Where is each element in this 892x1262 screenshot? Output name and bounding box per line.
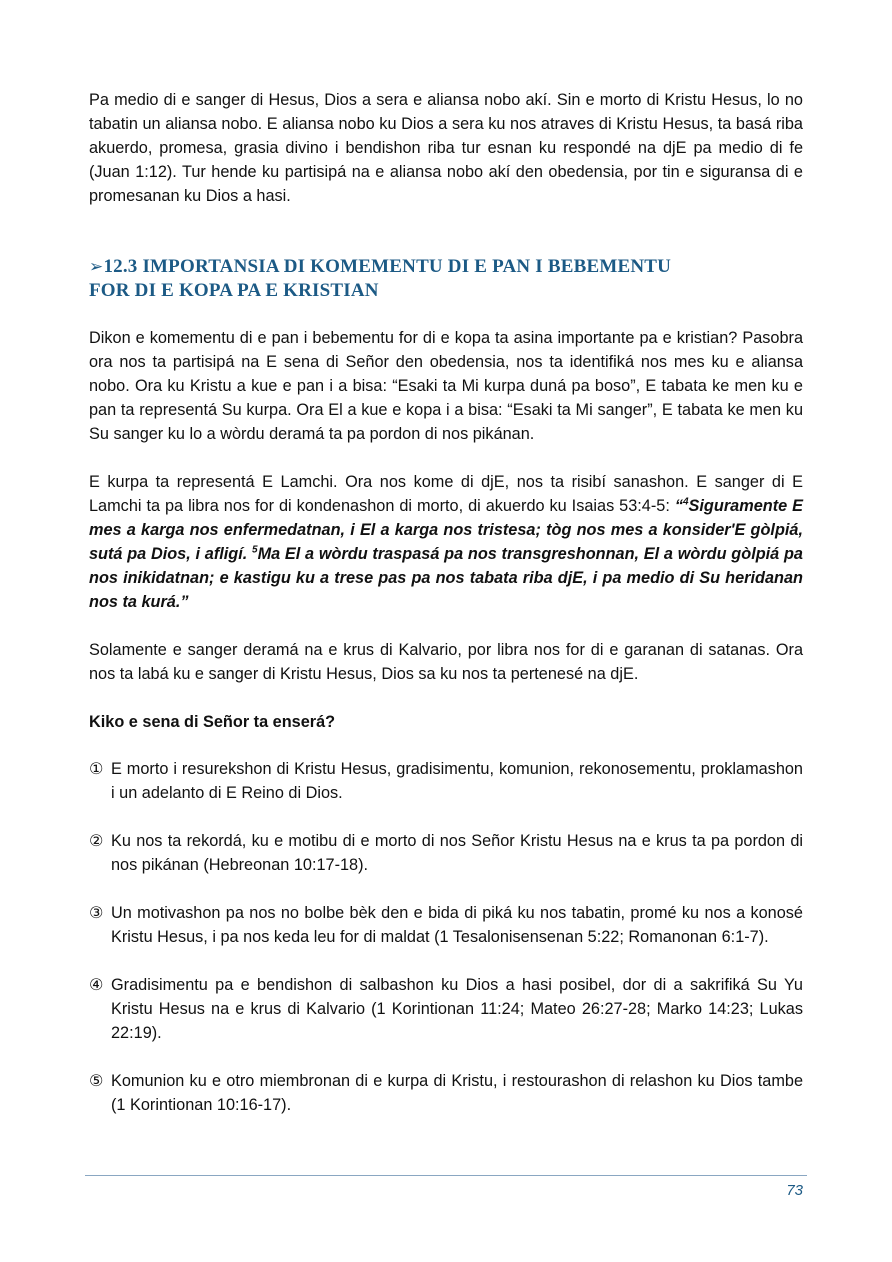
circled-number-3-icon: ③ — [89, 903, 104, 922]
quote-verse-4: Siguramente E mes a karga nos enfermedatnan, i El a karga nos tristesa; tòg nos mes a konsider'E gòlpiá, sutá pa Dios, i afligí. — [89, 497, 803, 563]
page-content — [89, 88, 803, 1141]
page-number: 73 — [786, 1182, 803, 1199]
circled-number-1-icon: ① — [89, 759, 104, 778]
list-item-text: E morto i resurekshon di Kristu Hesus, gradisimentu, komunion, rekonosementu, proklamashon i un adelanto di E Reino di Dios. — [111, 760, 803, 802]
circled-number-5-icon: ⑤ — [89, 1071, 104, 1090]
list-item — [89, 829, 803, 877]
list-item — [89, 757, 803, 805]
list-item-text: Ku nos ta rekordá, ku e motibu di e morto di nos Señor Kristu Hesus na e krus ta pa pordon di nos pikánan (Hebreonan 10:17-18). — [111, 832, 803, 874]
section-heading-line1: 12.3 IMPORTANSIA DI KOMEMENTU DI E PAN I BEBEMENTU — [103, 256, 672, 277]
paragraph-dikon: Dikon e komementu di e pan i bebementu for di e kopa ta asina importante pa e kristian? Pasobra ora nos ta partisipá na E sena di Señor den obedensia, nos ta identifiká nos mes ku e aliansa nobo. Ora ku Kristu a kue e pan i a bisa: “Esaki ta Mi kurpa duná pa boso”, E tabata ke men ku e pan ta representá Su kurpa. Ora El a kue e kopa i a bisa: “Esaki ta Mi sanger”, E tabata ke men ku Su sanger ku lo a wòrdu deramá ta pa pordon di nos pikánan. — [89, 329, 803, 443]
list-item — [89, 901, 803, 949]
list-item-text: Gradisimentu pa e bendishon di salbashon ku Dios a hasi posibel, dor di a sakrifiká Su Yu Kristu Hesus na e krus di Kalvario (1 Korintionan 11:24; Mateo 26:27-28; Marko 14:23; Lukas 22:19). — [111, 976, 803, 1042]
circled-number-4-icon: ④ — [89, 975, 104, 994]
list-item-text: Komunion ku e otro miembronan di e kurpa di Kristu, i restourashon di relashon ku Dios tambe (1 Korintionan 10:16-17). — [111, 1072, 803, 1114]
footer-divider — [85, 1175, 807, 1176]
section-heading — [89, 255, 803, 303]
paragraph-kurpa — [89, 470, 803, 614]
quote-verse-5: Ma El a wòrdu traspasá pa nos transgreshonnan, El a wòrdu gòlpiá pa nos inikidatnan; e kastigu ku a trese pas pa nos tabata riba djE, i pa medio di Su heridanan nos ta kurá.” — [89, 545, 803, 611]
verse-number-4: 4 — [682, 496, 689, 508]
circled-number-2-icon: ② — [89, 831, 104, 850]
list-item — [89, 1069, 803, 1117]
list-item-text: Un motivashon pa nos no bolbe bèk den e bida di piká ku nos tabatin, promé ku nos a konosé Kristu Hesus, i pa nos keda leu for di maldat (1 Tesalonisensenan 5:22; Romanonan 6:1-7). — [111, 904, 803, 946]
arrow-bullet-icon: ➢ — [89, 257, 104, 277]
paragraph-kurpa-intro: E kurpa ta representá E Lamchi. Ora nos kome di djE, nos ta risibí sanashon. E sanger di E Lamchi ta pa libra nos for di kondenashon di morto, di akuerdo ku Isaias 53:4-5: — [89, 473, 803, 515]
paragraph-aliansa: Pa medio di e sanger di Hesus, Dios a sera e aliansa nobo akí. Sin e morto di Kristu Hesus, lo no tabatin un aliansa nobo. E aliansa nobo ku Dios a sera ku nos atraves di Kristu Hesus, ta basá riba akuerdo, promesa, grasia divino i bendishon riba tur esnan ku respondé na djE pa medio di fe (Juan 1:12). Tur hende ku partisipá na e aliansa nobo akí den obedensia, por tin e siguransa di e promesanan ku Dios a hasi. — [89, 91, 803, 205]
subheading-kiko: Kiko e sena di Señor ta enserá? — [89, 713, 336, 731]
paragraph-solamente: Solamente e sanger deramá na e krus di Kalvario, por libra nos for di e garanan di satanas. Ora nos ta labá ku e sanger di Kristu Hesus, Dios sa ku nos ta pertenesé na djE. — [89, 641, 803, 683]
quote-open-mark: “ — [674, 497, 683, 515]
verse-number-5: 5 — [252, 544, 258, 556]
list-item — [89, 973, 803, 1045]
section-heading-line2: FOR DI E KOPA PA E KRISTIAN — [89, 280, 379, 301]
